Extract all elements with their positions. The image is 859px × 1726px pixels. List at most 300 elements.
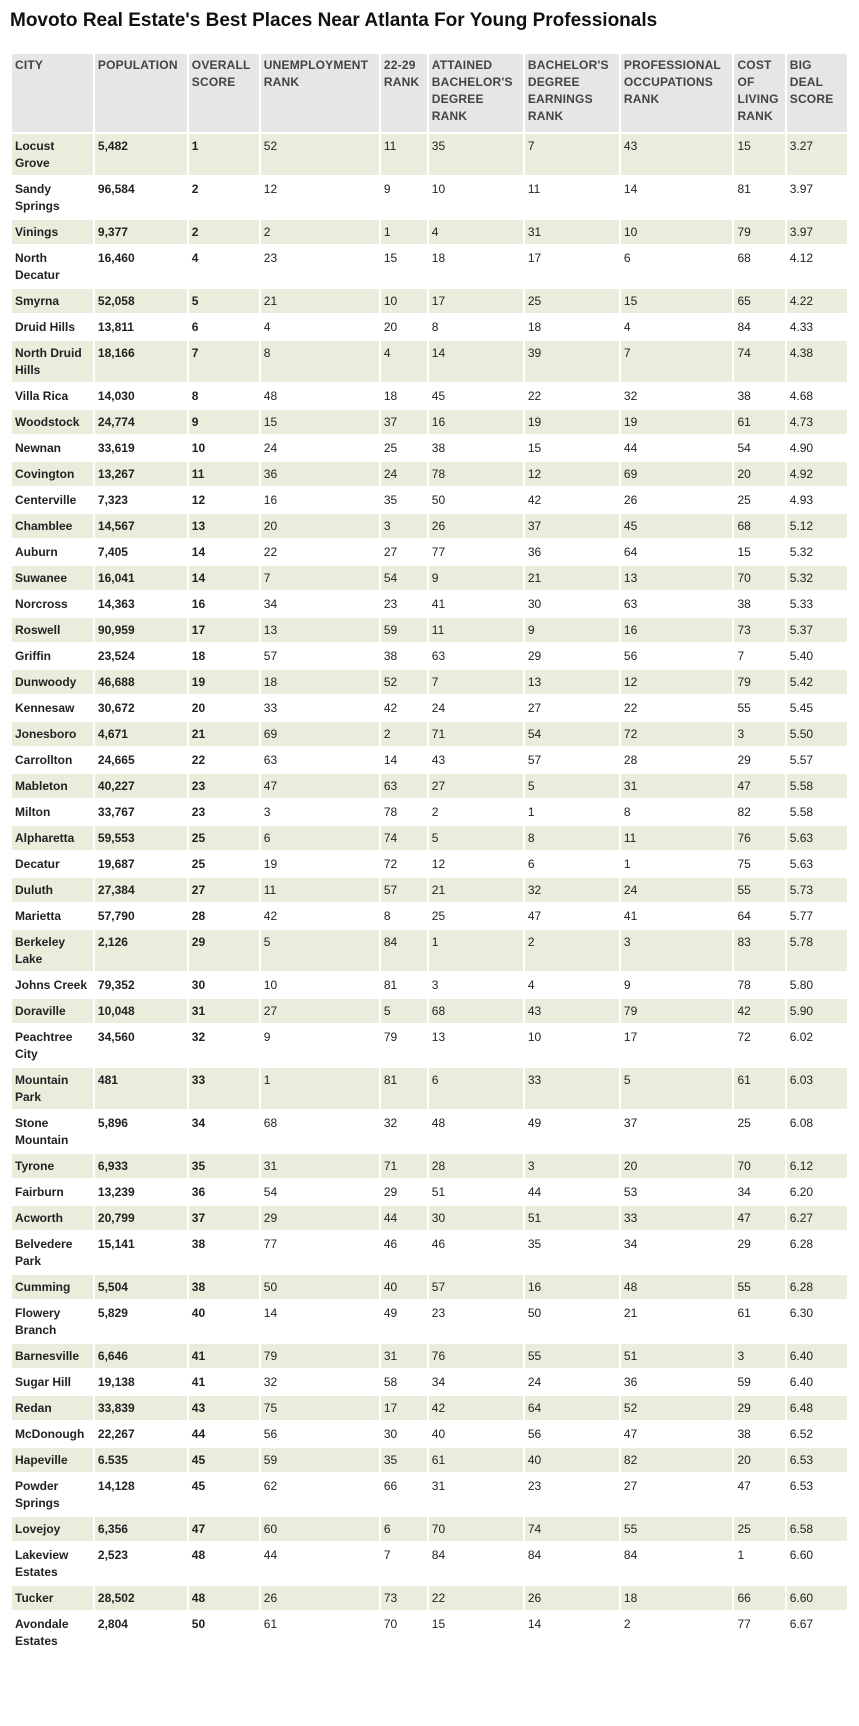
- cell-bachelors-earnings-rank: 16: [525, 1275, 619, 1299]
- cell-unemployment-rank: 18: [261, 670, 379, 694]
- cell-city: Barnesville: [12, 1344, 93, 1368]
- cell-big-deal-score: 5.77: [787, 904, 847, 928]
- cell-professional-occupations-rank: 16: [621, 618, 733, 642]
- cell-population: 7,323: [95, 488, 187, 512]
- cell-big-deal-score: 5.37: [787, 618, 847, 642]
- cell-population: 13,267: [95, 462, 187, 486]
- cell-professional-occupations-rank: 82: [621, 1448, 733, 1472]
- cell-bachelors-earnings-rank: 44: [525, 1180, 619, 1204]
- cell-unemployment-rank: 7: [261, 566, 379, 590]
- cell-population: 14,128: [95, 1474, 187, 1515]
- cell-age-22-29-rank: 59: [381, 618, 427, 642]
- table-row: [12, 315, 847, 339]
- cell-professional-occupations-rank: 2: [621, 1612, 733, 1653]
- cell-unemployment-rank: 9: [261, 1025, 379, 1066]
- cell-professional-occupations-rank: 52: [621, 1396, 733, 1420]
- cell-overall-score: 4: [189, 246, 259, 287]
- cell-city: McDonough: [12, 1422, 93, 1446]
- cell-overall-score: 43: [189, 1396, 259, 1420]
- cell-overall-score: 34: [189, 1111, 259, 1152]
- cell-population: 2,804: [95, 1612, 187, 1653]
- cell-big-deal-score: 6.53: [787, 1474, 847, 1515]
- cell-professional-occupations-rank: 3: [621, 930, 733, 971]
- cell-population: 14,030: [95, 384, 187, 408]
- cell-big-deal-score: 5.33: [787, 592, 847, 616]
- cell-cost-of-living-rank: 3: [734, 1344, 784, 1368]
- cell-overall-score: 12: [189, 488, 259, 512]
- cell-big-deal-score: 5.32: [787, 540, 847, 564]
- cell-attained-bachelors-rank: 25: [429, 904, 523, 928]
- cell-population: 15,141: [95, 1232, 187, 1273]
- cell-cost-of-living-rank: 54: [734, 436, 784, 460]
- cell-unemployment-rank: 20: [261, 514, 379, 538]
- cell-attained-bachelors-rank: 5: [429, 826, 523, 850]
- cell-age-22-29-rank: 1: [381, 220, 427, 244]
- cell-unemployment-rank: 15: [261, 410, 379, 434]
- table-row: [12, 384, 847, 408]
- cell-overall-score: 40: [189, 1301, 259, 1342]
- cell-cost-of-living-rank: 25: [734, 488, 784, 512]
- cell-city: Lovejoy: [12, 1517, 93, 1541]
- cell-age-22-29-rank: 42: [381, 696, 427, 720]
- cell-city: Stone Mountain: [12, 1111, 93, 1152]
- cell-attained-bachelors-rank: 27: [429, 774, 523, 798]
- cell-cost-of-living-rank: 55: [734, 1275, 784, 1299]
- cell-cost-of-living-rank: 73: [734, 618, 784, 642]
- cell-attained-bachelors-rank: 7: [429, 670, 523, 694]
- cell-population: 13,239: [95, 1180, 187, 1204]
- cell-big-deal-score: 5.90: [787, 999, 847, 1023]
- cell-professional-occupations-rank: 1: [621, 852, 733, 876]
- table-row: [12, 973, 847, 997]
- cell-city: Centerville: [12, 488, 93, 512]
- cell-cost-of-living-rank: 75: [734, 852, 784, 876]
- cell-bachelors-earnings-rank: 31: [525, 220, 619, 244]
- cell-overall-score: 14: [189, 540, 259, 564]
- cell-attained-bachelors-rank: 45: [429, 384, 523, 408]
- cell-unemployment-rank: 12: [261, 177, 379, 218]
- cell-bachelors-earnings-rank: 43: [525, 999, 619, 1023]
- cell-age-22-29-rank: 71: [381, 1154, 427, 1178]
- cell-overall-score: 48: [189, 1543, 259, 1584]
- cell-cost-of-living-rank: 34: [734, 1180, 784, 1204]
- cell-professional-occupations-rank: 6: [621, 246, 733, 287]
- table-row: [12, 1344, 847, 1368]
- cell-big-deal-score: 6.60: [787, 1543, 847, 1584]
- column-header-bachelors-earnings-rank: BACHELOR'S DEGREE EARNINGS RANK: [525, 54, 619, 132]
- table-row: [12, 220, 847, 244]
- cell-professional-occupations-rank: 55: [621, 1517, 733, 1541]
- cell-population: 19,687: [95, 852, 187, 876]
- cell-overall-score: 19: [189, 670, 259, 694]
- cell-unemployment-rank: 77: [261, 1232, 379, 1273]
- cell-attained-bachelors-rank: 71: [429, 722, 523, 746]
- cell-age-22-29-rank: 79: [381, 1025, 427, 1066]
- cell-population: 52,058: [95, 289, 187, 313]
- cell-population: 2,126: [95, 930, 187, 971]
- cell-attained-bachelors-rank: 21: [429, 878, 523, 902]
- cell-age-22-29-rank: 81: [381, 1068, 427, 1109]
- cell-big-deal-score: 5.78: [787, 930, 847, 971]
- cell-unemployment-rank: 21: [261, 289, 379, 313]
- table-row: [12, 1232, 847, 1273]
- cell-professional-occupations-rank: 7: [621, 341, 733, 382]
- cell-age-22-29-rank: 17: [381, 1396, 427, 1420]
- cell-age-22-29-rank: 44: [381, 1206, 427, 1230]
- cell-age-22-29-rank: 30: [381, 1422, 427, 1446]
- cell-population: 59,553: [95, 826, 187, 850]
- cell-population: 33,767: [95, 800, 187, 824]
- cell-cost-of-living-rank: 20: [734, 462, 784, 486]
- cell-city: Johns Creek: [12, 973, 93, 997]
- cell-age-22-29-rank: 35: [381, 1448, 427, 1472]
- cell-city: Roswell: [12, 618, 93, 642]
- cell-population: 34,560: [95, 1025, 187, 1066]
- cell-attained-bachelors-rank: 3: [429, 973, 523, 997]
- cell-unemployment-rank: 79: [261, 1344, 379, 1368]
- cell-bachelors-earnings-rank: 26: [525, 1586, 619, 1610]
- cell-overall-score: 29: [189, 930, 259, 971]
- cell-unemployment-rank: 42: [261, 904, 379, 928]
- cell-attained-bachelors-rank: 40: [429, 1422, 523, 1446]
- cell-overall-score: 33: [189, 1068, 259, 1109]
- cell-attained-bachelors-rank: 42: [429, 1396, 523, 1420]
- cell-overall-score: 23: [189, 774, 259, 798]
- cell-professional-occupations-rank: 47: [621, 1422, 733, 1446]
- table-row: [12, 566, 847, 590]
- cell-bachelors-earnings-rank: 39: [525, 341, 619, 382]
- cell-cost-of-living-rank: 77: [734, 1612, 784, 1653]
- cell-unemployment-rank: 34: [261, 592, 379, 616]
- cell-bachelors-earnings-rank: 14: [525, 1612, 619, 1653]
- cell-professional-occupations-rank: 26: [621, 488, 733, 512]
- cell-age-22-29-rank: 3: [381, 514, 427, 538]
- table-row: [12, 436, 847, 460]
- cell-professional-occupations-rank: 79: [621, 999, 733, 1023]
- cell-attained-bachelors-rank: 23: [429, 1301, 523, 1342]
- cell-bachelors-earnings-rank: 29: [525, 644, 619, 668]
- cell-professional-occupations-rank: 36: [621, 1370, 733, 1394]
- cell-big-deal-score: 6.28: [787, 1232, 847, 1273]
- cell-big-deal-score: 5.12: [787, 514, 847, 538]
- cell-overall-score: 2: [189, 220, 259, 244]
- cell-overall-score: 38: [189, 1275, 259, 1299]
- cell-unemployment-rank: 62: [261, 1474, 379, 1515]
- cell-age-22-29-rank: 4: [381, 341, 427, 382]
- cell-big-deal-score: 6.27: [787, 1206, 847, 1230]
- cell-unemployment-rank: 36: [261, 462, 379, 486]
- cell-big-deal-score: 6.02: [787, 1025, 847, 1066]
- column-header-overall-score: OVERALL SCORE: [189, 54, 259, 132]
- cell-unemployment-rank: 61: [261, 1612, 379, 1653]
- table-row: [12, 618, 847, 642]
- cell-population: 481: [95, 1068, 187, 1109]
- cell-population: 5,504: [95, 1275, 187, 1299]
- table-row: [12, 246, 847, 287]
- table-row: [12, 1543, 847, 1584]
- cell-professional-occupations-rank: 12: [621, 670, 733, 694]
- cell-bachelors-earnings-rank: 13: [525, 670, 619, 694]
- cell-professional-occupations-rank: 14: [621, 177, 733, 218]
- cell-professional-occupations-rank: 27: [621, 1474, 733, 1515]
- cell-age-22-29-rank: 57: [381, 878, 427, 902]
- cell-bachelors-earnings-rank: 32: [525, 878, 619, 902]
- cell-cost-of-living-rank: 25: [734, 1111, 784, 1152]
- cell-overall-score: 38: [189, 1232, 259, 1273]
- cell-professional-occupations-rank: 5: [621, 1068, 733, 1109]
- cell-population: 14,567: [95, 514, 187, 538]
- cell-overall-score: 41: [189, 1370, 259, 1394]
- cell-cost-of-living-rank: 3: [734, 722, 784, 746]
- column-header-population: POPULATION: [95, 54, 187, 132]
- cell-city: Norcross: [12, 592, 93, 616]
- rankings-table: [10, 52, 849, 1655]
- cell-city: Powder Springs: [12, 1474, 93, 1515]
- column-header-city: CITY: [12, 54, 93, 132]
- cell-professional-occupations-rank: 37: [621, 1111, 733, 1152]
- cell-overall-score: 10: [189, 436, 259, 460]
- cell-professional-occupations-rank: 22: [621, 696, 733, 720]
- cell-overall-score: 25: [189, 852, 259, 876]
- cell-overall-score: 45: [189, 1474, 259, 1515]
- cell-city: Chamblee: [12, 514, 93, 538]
- cell-city: North Druid Hills: [12, 341, 93, 382]
- cell-cost-of-living-rank: 78: [734, 973, 784, 997]
- cell-big-deal-score: 6.20: [787, 1180, 847, 1204]
- cell-overall-score: 13: [189, 514, 259, 538]
- cell-population: 90,959: [95, 618, 187, 642]
- cell-bachelors-earnings-rank: 23: [525, 1474, 619, 1515]
- cell-city: Mountain Park: [12, 1068, 93, 1109]
- cell-attained-bachelors-rank: 11: [429, 618, 523, 642]
- cell-population: 22,267: [95, 1422, 187, 1446]
- cell-cost-of-living-rank: 79: [734, 220, 784, 244]
- cell-bachelors-earnings-rank: 57: [525, 748, 619, 772]
- cell-population: 16,460: [95, 246, 187, 287]
- cell-overall-score: 30: [189, 973, 259, 997]
- cell-unemployment-rank: 48: [261, 384, 379, 408]
- cell-professional-occupations-rank: 13: [621, 566, 733, 590]
- table-row: [12, 722, 847, 746]
- table-row: [12, 1111, 847, 1152]
- cell-cost-of-living-rank: 29: [734, 1396, 784, 1420]
- cell-unemployment-rank: 59: [261, 1448, 379, 1472]
- cell-attained-bachelors-rank: 50: [429, 488, 523, 512]
- cell-unemployment-rank: 33: [261, 696, 379, 720]
- cell-overall-score: 35: [189, 1154, 259, 1178]
- cell-age-22-29-rank: 7: [381, 1543, 427, 1584]
- cell-city: Milton: [12, 800, 93, 824]
- table-row: [12, 1474, 847, 1515]
- cell-age-22-29-rank: 58: [381, 1370, 427, 1394]
- cell-city: Vinings: [12, 220, 93, 244]
- cell-age-22-29-rank: 10: [381, 289, 427, 313]
- cell-attained-bachelors-rank: 41: [429, 592, 523, 616]
- cell-population: 24,774: [95, 410, 187, 434]
- cell-population: 5,829: [95, 1301, 187, 1342]
- cell-population: 79,352: [95, 973, 187, 997]
- cell-attained-bachelors-rank: 68: [429, 999, 523, 1023]
- cell-age-22-29-rank: 14: [381, 748, 427, 772]
- cell-professional-occupations-rank: 11: [621, 826, 733, 850]
- cell-city: Smyrna: [12, 289, 93, 313]
- cell-professional-occupations-rank: 15: [621, 289, 733, 313]
- cell-professional-occupations-rank: 32: [621, 384, 733, 408]
- cell-age-22-29-rank: 32: [381, 1111, 427, 1152]
- cell-unemployment-rank: 13: [261, 618, 379, 642]
- cell-big-deal-score: 5.58: [787, 800, 847, 824]
- table-row: [12, 930, 847, 971]
- cell-cost-of-living-rank: 15: [734, 134, 784, 175]
- cell-professional-occupations-rank: 51: [621, 1344, 733, 1368]
- cell-city: Marietta: [12, 904, 93, 928]
- cell-big-deal-score: 5.45: [787, 696, 847, 720]
- table-row: [12, 670, 847, 694]
- cell-population: 13,811: [95, 315, 187, 339]
- cell-age-22-29-rank: 78: [381, 800, 427, 824]
- cell-overall-score: 2: [189, 177, 259, 218]
- cell-population: 33,619: [95, 436, 187, 460]
- cell-cost-of-living-rank: 68: [734, 514, 784, 538]
- cell-attained-bachelors-rank: 46: [429, 1232, 523, 1273]
- cell-population: 30,672: [95, 696, 187, 720]
- cell-cost-of-living-rank: 1: [734, 1543, 784, 1584]
- cell-big-deal-score: 4.22: [787, 289, 847, 313]
- cell-big-deal-score: 4.92: [787, 462, 847, 486]
- cell-overall-score: 1: [189, 134, 259, 175]
- column-header-unemployment-rank: UNEMPLOYMENT RANK: [261, 54, 379, 132]
- cell-city: Tucker: [12, 1586, 93, 1610]
- table-row: [12, 1068, 847, 1109]
- cell-unemployment-rank: 16: [261, 488, 379, 512]
- cell-population: 6.535: [95, 1448, 187, 1472]
- table-row: [12, 1154, 847, 1178]
- cell-bachelors-earnings-rank: 24: [525, 1370, 619, 1394]
- table-row: [12, 488, 847, 512]
- cell-cost-of-living-rank: 29: [734, 1232, 784, 1273]
- cell-big-deal-score: 5.50: [787, 722, 847, 746]
- cell-city: Lakeview Estates: [12, 1543, 93, 1584]
- cell-bachelors-earnings-rank: 12: [525, 462, 619, 486]
- cell-city: Hapeville: [12, 1448, 93, 1472]
- cell-cost-of-living-rank: 81: [734, 177, 784, 218]
- cell-cost-of-living-rank: 83: [734, 930, 784, 971]
- table-row: [12, 1301, 847, 1342]
- cell-overall-score: 21: [189, 722, 259, 746]
- cell-unemployment-rank: 29: [261, 1206, 379, 1230]
- cell-big-deal-score: 6.12: [787, 1154, 847, 1178]
- cell-big-deal-score: 4.12: [787, 246, 847, 287]
- cell-attained-bachelors-rank: 51: [429, 1180, 523, 1204]
- cell-professional-occupations-rank: 8: [621, 800, 733, 824]
- cell-age-22-29-rank: 31: [381, 1344, 427, 1368]
- cell-cost-of-living-rank: 25: [734, 1517, 784, 1541]
- cell-population: 28,502: [95, 1586, 187, 1610]
- cell-attained-bachelors-rank: 77: [429, 540, 523, 564]
- cell-bachelors-earnings-rank: 11: [525, 177, 619, 218]
- cell-unemployment-rank: 24: [261, 436, 379, 460]
- cell-overall-score: 5: [189, 289, 259, 313]
- cell-city: Duluth: [12, 878, 93, 902]
- cell-population: 6,933: [95, 1154, 187, 1178]
- cell-overall-score: 47: [189, 1517, 259, 1541]
- column-header-cost-of-living-rank: COST OF LIVING RANK: [734, 54, 784, 132]
- cell-population: 18,166: [95, 341, 187, 382]
- cell-age-22-29-rank: 25: [381, 436, 427, 460]
- cell-age-22-29-rank: 2: [381, 722, 427, 746]
- cell-population: 46,688: [95, 670, 187, 694]
- cell-professional-occupations-rank: 84: [621, 1543, 733, 1584]
- cell-bachelors-earnings-rank: 21: [525, 566, 619, 590]
- cell-attained-bachelors-rank: 1: [429, 930, 523, 971]
- cell-unemployment-rank: 26: [261, 1586, 379, 1610]
- cell-attained-bachelors-rank: 14: [429, 341, 523, 382]
- cell-attained-bachelors-rank: 84: [429, 1543, 523, 1584]
- cell-professional-occupations-rank: 44: [621, 436, 733, 460]
- table-row: [12, 1206, 847, 1230]
- cell-professional-occupations-rank: 17: [621, 1025, 733, 1066]
- cell-unemployment-rank: 11: [261, 878, 379, 902]
- table-row: [12, 177, 847, 218]
- cell-age-22-29-rank: 49: [381, 1301, 427, 1342]
- cell-unemployment-rank: 22: [261, 540, 379, 564]
- cell-bachelors-earnings-rank: 6: [525, 852, 619, 876]
- cell-attained-bachelors-rank: 18: [429, 246, 523, 287]
- cell-unemployment-rank: 5: [261, 930, 379, 971]
- cell-age-22-29-rank: 24: [381, 462, 427, 486]
- cell-cost-of-living-rank: 59: [734, 1370, 784, 1394]
- cell-cost-of-living-rank: 38: [734, 1422, 784, 1446]
- table-row: [12, 1448, 847, 1472]
- cell-big-deal-score: 6.48: [787, 1396, 847, 1420]
- table-row: [12, 774, 847, 798]
- table-row: [12, 540, 847, 564]
- cell-big-deal-score: 6.40: [787, 1370, 847, 1394]
- cell-cost-of-living-rank: 38: [734, 592, 784, 616]
- cell-attained-bachelors-rank: 63: [429, 644, 523, 668]
- cell-age-22-29-rank: 6: [381, 1517, 427, 1541]
- cell-bachelors-earnings-rank: 40: [525, 1448, 619, 1472]
- cell-city: Newnan: [12, 436, 93, 460]
- column-header-age-22-29-rank: 22-29 RANK: [381, 54, 427, 132]
- cell-population: 24,665: [95, 748, 187, 772]
- cell-bachelors-earnings-rank: 33: [525, 1068, 619, 1109]
- cell-professional-occupations-rank: 18: [621, 1586, 733, 1610]
- cell-age-22-29-rank: 8: [381, 904, 427, 928]
- cell-age-22-29-rank: 27: [381, 540, 427, 564]
- cell-professional-occupations-rank: 34: [621, 1232, 733, 1273]
- cell-cost-of-living-rank: 66: [734, 1586, 784, 1610]
- cell-overall-score: 48: [189, 1586, 259, 1610]
- cell-bachelors-earnings-rank: 64: [525, 1396, 619, 1420]
- cell-city: Kennesaw: [12, 696, 93, 720]
- cell-unemployment-rank: 54: [261, 1180, 379, 1204]
- cell-unemployment-rank: 60: [261, 1517, 379, 1541]
- cell-city: Mableton: [12, 774, 93, 798]
- cell-bachelors-earnings-rank: 49: [525, 1111, 619, 1152]
- cell-bachelors-earnings-rank: 54: [525, 722, 619, 746]
- cell-attained-bachelors-rank: 78: [429, 462, 523, 486]
- cell-professional-occupations-rank: 69: [621, 462, 733, 486]
- table-row: [12, 826, 847, 850]
- cell-attained-bachelors-rank: 12: [429, 852, 523, 876]
- cell-overall-score: 11: [189, 462, 259, 486]
- cell-unemployment-rank: 32: [261, 1370, 379, 1394]
- cell-big-deal-score: 5.57: [787, 748, 847, 772]
- cell-bachelors-earnings-rank: 19: [525, 410, 619, 434]
- cell-unemployment-rank: 4: [261, 315, 379, 339]
- cell-unemployment-rank: 52: [261, 134, 379, 175]
